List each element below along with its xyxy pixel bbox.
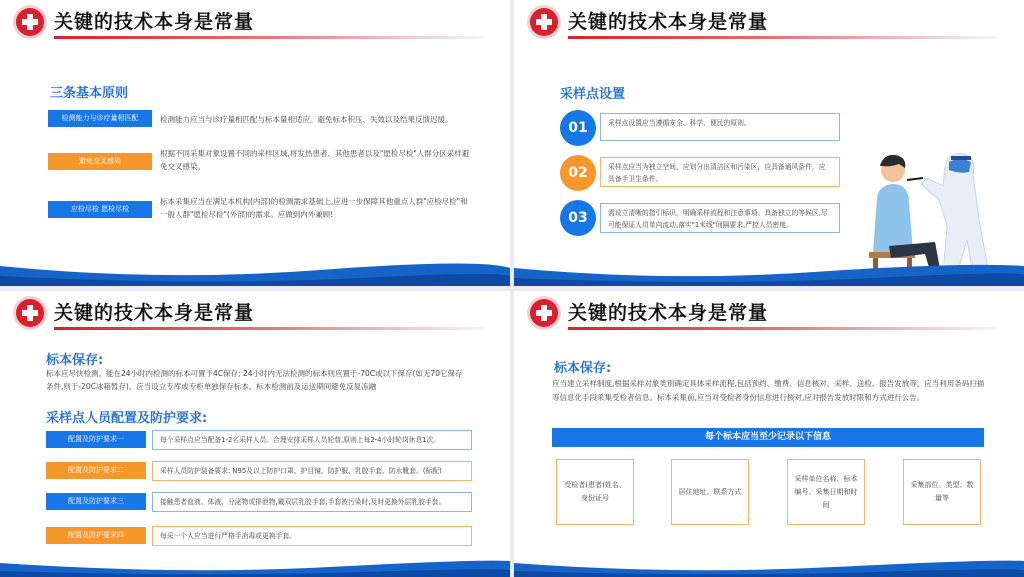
title-underline — [54, 36, 484, 39]
medical-cross-icon — [16, 299, 44, 327]
info-box-4: 采集部位、类型、数量等 — [903, 459, 981, 525]
title-underline — [54, 327, 484, 330]
requirement-tag-3: 配置及防护要求三 — [46, 493, 146, 510]
slide-2[interactable] — [514, 0, 1024, 286]
medical-cross-icon — [530, 299, 558, 327]
storage-heading: 标本保存: — [46, 353, 104, 368]
step-box-2: 采样点应当为独立空间，应划分出清洁区和污染区，应具备通风条件，应具备手卫生条件。 — [600, 157, 840, 187]
requirement-tag-2: 配置及防护要求二 — [46, 462, 146, 479]
step-number-1: 01 — [560, 110, 596, 146]
procedure-paragraph: 应当建立采样制度,根据采样对象类别确定具体采样流程,包括预约、缴费、信息核对、采样、送检、报告发放等。应当利用条码扫描等信息化手段采集受检者信息。标本采集前,应当对受检者身份信息进行核对,应对报告发放时限和方式进行公告。 — [552, 379, 985, 402]
requirement-box-1: 每个采样点应当配备1-2名采样人员。合理安排采样人员轮替,原则上每2-4小时轮岗休息1次。 — [152, 430, 472, 450]
requirement-tag-4: 配置及防护要求四 — [46, 527, 146, 544]
info-box-2: 居住地址、联系方式 — [671, 459, 749, 525]
requirement-tag-1: 配置及防护要求一 — [46, 431, 146, 448]
principle-tag-1: 检测能力与诊疗量相匹配 — [48, 110, 152, 127]
slide-4[interactable] — [514, 291, 1024, 577]
slide-3[interactable] — [0, 291, 510, 577]
slide-title: 关键的技术本身是常量 — [54, 302, 255, 324]
medical-cross-icon — [530, 8, 558, 36]
principle-tag-2: 避免交叉感染 — [48, 153, 152, 170]
bottom-wave — [514, 547, 1024, 577]
bottom-wave — [514, 256, 1024, 286]
title-underline — [568, 327, 998, 330]
principle-text-2: 根据不同采集对象设置不同的采样区域,将发热患者、其他患者以及"愿检尽检"人群分区采样避免交叉感染。 — [160, 149, 470, 171]
step-box-3: 需设立清晰的指引标识，明确采样流程和注意事项。具备独立的等候区,尽可能保证人员单向流动,落实"1米线"间隔要求,严控人员密度。 — [600, 203, 840, 233]
info-box-1: 受检者(患者)姓名、身份证号 — [556, 459, 634, 525]
principle-text-3: 标本采集应当在满足本机构(内部)的检测需求基础上,应进一步保障其他重点人群"应检尽检"和一般人群"愿检尽检"(外部)的需求。应做到内外兼顾! — [160, 197, 468, 219]
section-heading: 标本保存: — [554, 361, 612, 376]
slide-title: 关键的技术本身是常量 — [568, 11, 769, 33]
principle-text-1: 检测能力应当与诊疗量相匹配与标本量相适应。避免标本积压、失效以及结果反馈迟缓。 — [160, 115, 453, 124]
requirement-box-3: 接触患者血液、体液、分泌物或排泄物,戴双层乳胶手套;手套被污染时,及时更换外层乳胶手套。 — [152, 492, 472, 512]
requirement-box-4: 每采一个人应当进行严格手消毒或更换手套。 — [152, 526, 472, 546]
slide-title: 关键的技术本身是常量 — [568, 302, 769, 324]
bottom-wave — [0, 547, 510, 577]
staff-heading: 采样点人员配置及防护要求: — [46, 411, 208, 426]
principle-tag-3: 应检尽检 愿检尽检 — [48, 201, 152, 218]
medical-cross-icon — [16, 8, 44, 36]
section-heading: 采样点设置 — [560, 87, 626, 102]
section-heading: 三条基本原则 — [50, 86, 129, 101]
step-number-2: 02 — [560, 155, 596, 191]
record-info-bar: 每个标本应当至少记录以下信息 — [552, 428, 984, 447]
step-number-3: 03 — [560, 200, 596, 236]
info-box-3: 采样单位名称、标本编号、采集日期和时间 — [787, 459, 865, 525]
slide-1[interactable] — [0, 0, 510, 286]
step-box-1: 采样点设置应当遵循安全、科学、便民的原则。 — [600, 113, 840, 141]
slide-title: 关键的技术本身是常量 — [54, 11, 255, 33]
bottom-wave — [0, 256, 510, 286]
storage-paragraph: 标本应尽快检测。能在24小时内检测的标本可置于4C保存; 24小时内无法检测的标本则应置于-70C或以下保存(如无70它保存条件,则于-20C冰箱暂存)。应当设立专库或专柜单独保存标本。标本检测前及运送期间避免反复冻融 — [46, 369, 463, 391]
title-underline — [568, 36, 998, 39]
requirement-box-2: 采样人员防护装备要求: N95及以上防护口罩、护目镜、防护服、乳胶手套、防水靴套。(标配) — [152, 461, 472, 481]
